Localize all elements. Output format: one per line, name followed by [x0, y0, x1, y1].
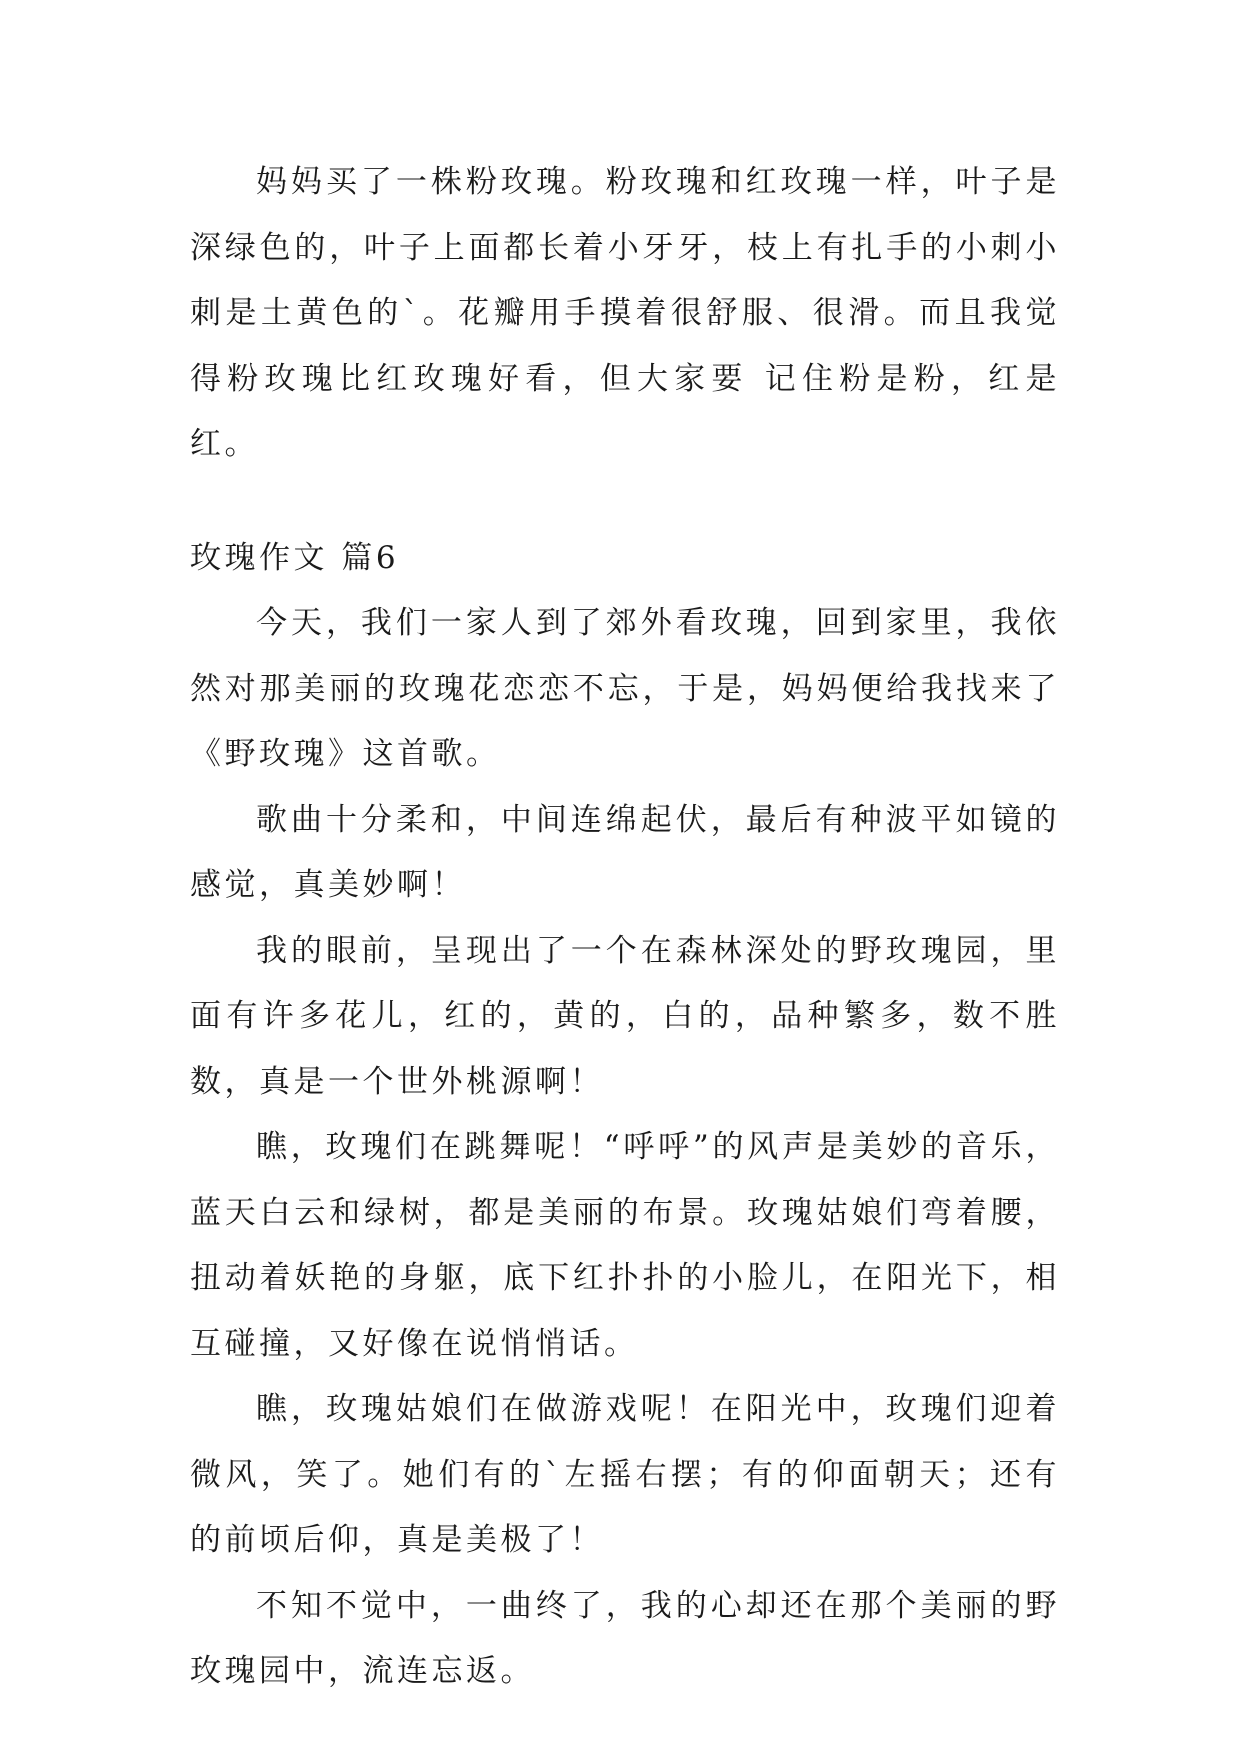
section-title: 玫瑰作文 篇6	[190, 539, 400, 576]
paragraph: 瞧，玫瑰们在跳舞呢！“呼呼”的风声是美妙的音乐，蓝天白云和绿树，都是美丽的布景。玫瑰姑娘们弯着腰，扭动着妖艳的身躯，底下红扑扑的小脸儿，在阳光下，相互碰撞，又好像在说悄悄话。	[190, 1129, 1060, 1362]
document-page	[190, 150, 1060, 1705]
paragraph: 我的眼前，呈现出了一个在森林深处的野玫瑰园，里面有许多花儿，红的，黄的，白的，品种繁多，数不胜数，真是一个世外桃源啊！	[190, 932, 1060, 1100]
section-gap	[190, 478, 1060, 526]
paragraph: 歌曲十分柔和，中间连绵起伏，最后有种波平如镜的感觉，真美妙啊！	[190, 801, 1060, 903]
paragraph: 妈妈买了一株粉玫瑰。粉玫瑰和红玫瑰一样，叶子是深绿色的，叶子上面都长着小牙牙，枝上有扎手的小刺小刺是土黄色的`。花瓣用手摸着很舒服、很滑。而且我觉得粉玫瑰比红玫瑰好看，但大家要 记住粉是粉，红是红。	[190, 164, 1060, 462]
paragraph: 瞧，玫瑰姑娘们在做游戏呢！在阳光中，玫瑰们迎着微风，笑了。她们有的`左摇右摆；有的仰面朝天；还有的前顷后仰，真是美极了！	[190, 1391, 1060, 1558]
paragraph: 今天，我们一家人到了郊外看玫瑰，回到家里，我依然对那美丽的玫瑰花恋恋不忘，于是，妈妈便给我找来了《野玫瑰》这首歌。	[190, 605, 1060, 772]
paragraph: 不知不觉中，一曲终了，我的心却还在那个美丽的野玫瑰园中，流连忘返。	[190, 1587, 1060, 1689]
